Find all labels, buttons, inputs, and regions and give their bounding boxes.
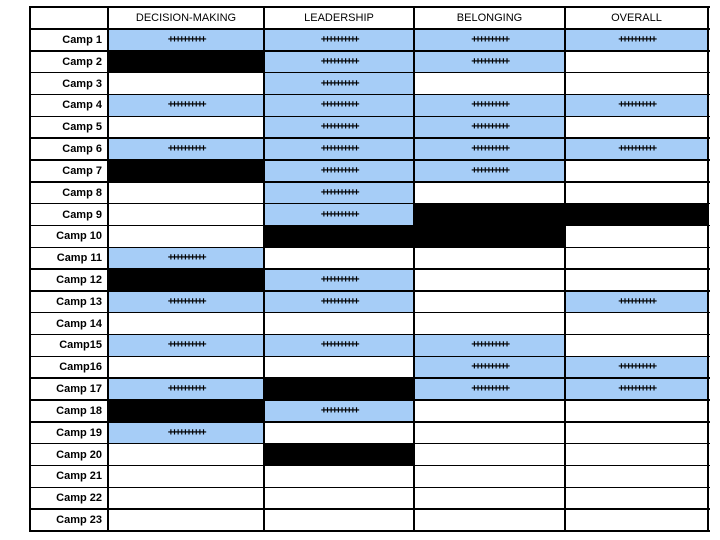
grid-line-vertical xyxy=(564,6,566,532)
empty-cell xyxy=(414,487,565,509)
plus-marks: ++++++++++ xyxy=(320,33,358,45)
empty-cell xyxy=(108,73,264,95)
significant-cell xyxy=(264,182,414,204)
significant-cell xyxy=(264,400,414,422)
significant-cell xyxy=(264,291,414,313)
plus-marks: ++++++++++ xyxy=(167,252,205,264)
empty-cell xyxy=(565,225,708,247)
row-label: Camp 14 xyxy=(56,317,102,330)
empty-cell xyxy=(108,444,264,466)
plus-marks: ++++++++++ xyxy=(618,33,655,45)
grid-line-horizontal xyxy=(30,377,710,379)
grid-line-horizontal xyxy=(30,356,710,358)
grid-line-vertical xyxy=(413,6,415,532)
significant-cell xyxy=(414,378,565,400)
empty-cell xyxy=(108,116,264,138)
grid-line-horizontal xyxy=(30,334,710,336)
filled-cell xyxy=(108,51,264,73)
grid-line-horizontal xyxy=(30,268,710,270)
row-label: Camp 3 xyxy=(62,77,102,90)
significant-cell xyxy=(565,94,708,116)
plus-marks: ++++++++++ xyxy=(320,121,358,133)
empty-cell xyxy=(414,291,565,313)
plus-marks: ++++++++++ xyxy=(167,426,205,438)
plus-marks: ++++++++++ xyxy=(167,295,205,307)
empty-cell xyxy=(414,444,565,466)
plus-marks: ++++++++++ xyxy=(167,339,205,351)
row-label: Camp 1 xyxy=(62,33,102,46)
filled-cell xyxy=(108,269,264,291)
empty-cell xyxy=(565,182,708,204)
significant-cell xyxy=(108,94,264,116)
empty-cell xyxy=(565,487,708,509)
row-label: Camp 8 xyxy=(62,186,102,199)
plus-marks: ++++++++++ xyxy=(618,295,655,307)
significant-cell xyxy=(264,204,414,226)
significant-cell xyxy=(565,138,708,160)
empty-cell xyxy=(565,269,708,291)
row-label: Camp 11 xyxy=(56,252,102,265)
empty-cell xyxy=(108,509,264,531)
significant-cell xyxy=(565,378,708,400)
row-label: Camp15 xyxy=(59,339,102,352)
plus-marks: ++++++++++ xyxy=(618,361,655,373)
empty-cell xyxy=(565,73,708,95)
significant-cell xyxy=(414,51,565,73)
row-label: Camp 20 xyxy=(56,448,102,461)
empty-cell xyxy=(264,422,414,444)
significant-cell xyxy=(108,378,264,400)
empty-cell xyxy=(108,204,264,226)
empty-cell xyxy=(108,225,264,247)
significant-cell xyxy=(414,116,565,138)
plus-marks: ++++++++++ xyxy=(320,164,358,176)
significant-cell xyxy=(414,138,565,160)
empty-cell xyxy=(565,466,708,488)
empty-cell xyxy=(414,422,565,444)
plus-marks: ++++++++++ xyxy=(320,99,358,111)
row-label: Camp 2 xyxy=(62,55,102,68)
plus-marks: ++++++++++ xyxy=(320,295,358,307)
grid-line-horizontal xyxy=(30,508,710,510)
plus-marks: ++++++++++ xyxy=(471,121,508,133)
significant-cell xyxy=(108,29,264,51)
significant-cell xyxy=(264,269,414,291)
filled-cell xyxy=(565,204,708,226)
filled-cell xyxy=(264,378,414,400)
grid-line-horizontal xyxy=(30,181,710,183)
plus-marks: ++++++++++ xyxy=(471,33,508,45)
plus-marks: ++++++++++ xyxy=(471,339,508,351)
empty-cell xyxy=(264,313,414,335)
grid-line-horizontal xyxy=(30,247,710,249)
significant-cell xyxy=(414,29,565,51)
grid-line-horizontal xyxy=(30,6,710,8)
plus-marks: ++++++++++ xyxy=(320,186,358,198)
filled-cell xyxy=(108,400,264,422)
significant-cell xyxy=(108,138,264,160)
grid-line-horizontal xyxy=(30,116,710,118)
significant-cell xyxy=(264,73,414,95)
significant-cell xyxy=(264,138,414,160)
plus-marks: ++++++++++ xyxy=(618,99,655,111)
empty-cell xyxy=(264,466,414,488)
plus-marks: ++++++++++ xyxy=(320,208,358,220)
filled-cell xyxy=(414,204,565,226)
plus-marks: ++++++++++ xyxy=(167,99,205,111)
significant-cell xyxy=(565,29,708,51)
grid-line-horizontal xyxy=(30,137,710,139)
empty-cell xyxy=(565,160,708,182)
filled-cell xyxy=(264,225,414,247)
column-header: LEADERSHIP xyxy=(304,12,374,24)
grid-line-horizontal xyxy=(30,312,710,314)
row-label: Camp 6 xyxy=(62,143,102,156)
significant-cell xyxy=(565,356,708,378)
empty-cell xyxy=(108,487,264,509)
plus-marks: ++++++++++ xyxy=(471,164,508,176)
empty-cell xyxy=(565,247,708,269)
empty-cell xyxy=(414,313,565,335)
row-label: Camp 17 xyxy=(56,383,102,396)
grid-line-horizontal xyxy=(30,28,710,30)
plus-marks: ++++++++++ xyxy=(167,33,205,45)
column-header: OVERALL xyxy=(611,12,662,24)
grid-line-vertical xyxy=(29,6,31,532)
empty-cell xyxy=(414,400,565,422)
grid-line-vertical xyxy=(707,6,709,532)
grid-line-horizontal xyxy=(30,159,710,161)
plus-marks: ++++++++++ xyxy=(471,55,508,67)
grid-line-horizontal xyxy=(30,94,710,96)
plus-marks: ++++++++++ xyxy=(320,339,358,351)
grid-line-horizontal xyxy=(30,72,710,74)
grid-line-vertical xyxy=(107,6,109,532)
grid-line-horizontal xyxy=(30,487,710,489)
grid-line-horizontal xyxy=(30,203,710,205)
empty-cell xyxy=(414,73,565,95)
empty-cell xyxy=(565,400,708,422)
empty-cell xyxy=(108,466,264,488)
plus-marks: ++++++++++ xyxy=(471,383,508,395)
plus-marks: ++++++++++ xyxy=(320,77,358,89)
significant-cell xyxy=(264,29,414,51)
empty-cell xyxy=(565,422,708,444)
grid-line-horizontal xyxy=(30,443,710,445)
plus-marks: ++++++++++ xyxy=(320,404,358,416)
row-label: Camp16 xyxy=(59,361,102,374)
filled-cell xyxy=(414,225,565,247)
significant-cell xyxy=(264,94,414,116)
empty-cell xyxy=(108,313,264,335)
plus-marks: ++++++++++ xyxy=(471,361,508,373)
grid-line-horizontal xyxy=(30,290,710,292)
plus-marks: ++++++++++ xyxy=(618,383,655,395)
filled-cell xyxy=(108,160,264,182)
empty-cell xyxy=(264,509,414,531)
grid-line-horizontal xyxy=(30,530,710,532)
plus-marks: ++++++++++ xyxy=(320,55,358,67)
significant-cell xyxy=(414,94,565,116)
row-label: Camp 23 xyxy=(56,514,102,527)
grid-line-horizontal xyxy=(30,399,710,401)
plus-marks: ++++++++++ xyxy=(618,143,655,155)
significant-cell xyxy=(565,291,708,313)
empty-cell xyxy=(108,356,264,378)
significant-cell xyxy=(108,291,264,313)
significant-cell xyxy=(264,160,414,182)
column-header: BELONGING xyxy=(456,12,523,24)
row-label: Camp 13 xyxy=(56,295,102,308)
grid-line-horizontal xyxy=(30,50,710,52)
grid-line-vertical xyxy=(263,6,265,532)
row-label: Camp 19 xyxy=(56,426,102,439)
grid-line-horizontal xyxy=(30,421,710,423)
empty-cell xyxy=(414,247,565,269)
significant-cell xyxy=(108,247,264,269)
empty-cell xyxy=(264,487,414,509)
plus-marks: ++++++++++ xyxy=(320,143,358,155)
grid-line-horizontal xyxy=(30,465,710,467)
row-label: Camp 18 xyxy=(56,404,102,417)
significant-cell xyxy=(414,335,565,357)
empty-cell xyxy=(565,444,708,466)
row-label: Camp 22 xyxy=(56,492,102,505)
plus-marks: ++++++++++ xyxy=(167,143,205,155)
empty-cell xyxy=(565,335,708,357)
column-header: DECISION-MAKING xyxy=(135,12,237,24)
empty-cell xyxy=(565,509,708,531)
plus-marks: ++++++++++ xyxy=(167,383,205,395)
significant-cell xyxy=(414,160,565,182)
row-label: Camp 10 xyxy=(56,230,102,243)
row-label: Camp 21 xyxy=(56,470,102,483)
empty-cell xyxy=(565,116,708,138)
plus-marks: ++++++++++ xyxy=(471,99,508,111)
empty-cell xyxy=(264,356,414,378)
row-label: Camp 9 xyxy=(62,208,102,221)
empty-cell xyxy=(565,51,708,73)
empty-cell xyxy=(414,466,565,488)
significant-cell xyxy=(414,356,565,378)
grid-line-horizontal xyxy=(30,225,710,227)
empty-cell xyxy=(108,182,264,204)
row-label: Camp 12 xyxy=(56,273,102,286)
plus-marks: ++++++++++ xyxy=(471,143,508,155)
row-label: Camp 4 xyxy=(62,99,102,112)
filled-cell xyxy=(264,444,414,466)
significant-cell xyxy=(264,51,414,73)
empty-cell xyxy=(565,313,708,335)
significant-cell xyxy=(108,422,264,444)
plus-marks: ++++++++++ xyxy=(320,273,358,285)
row-label: Camp 7 xyxy=(62,164,102,177)
empty-cell xyxy=(414,182,565,204)
empty-cell xyxy=(414,509,565,531)
significant-cell xyxy=(264,335,414,357)
significant-cell xyxy=(264,116,414,138)
empty-cell xyxy=(264,247,414,269)
significant-cell xyxy=(108,335,264,357)
empty-cell xyxy=(414,269,565,291)
row-label: Camp 5 xyxy=(62,121,102,134)
